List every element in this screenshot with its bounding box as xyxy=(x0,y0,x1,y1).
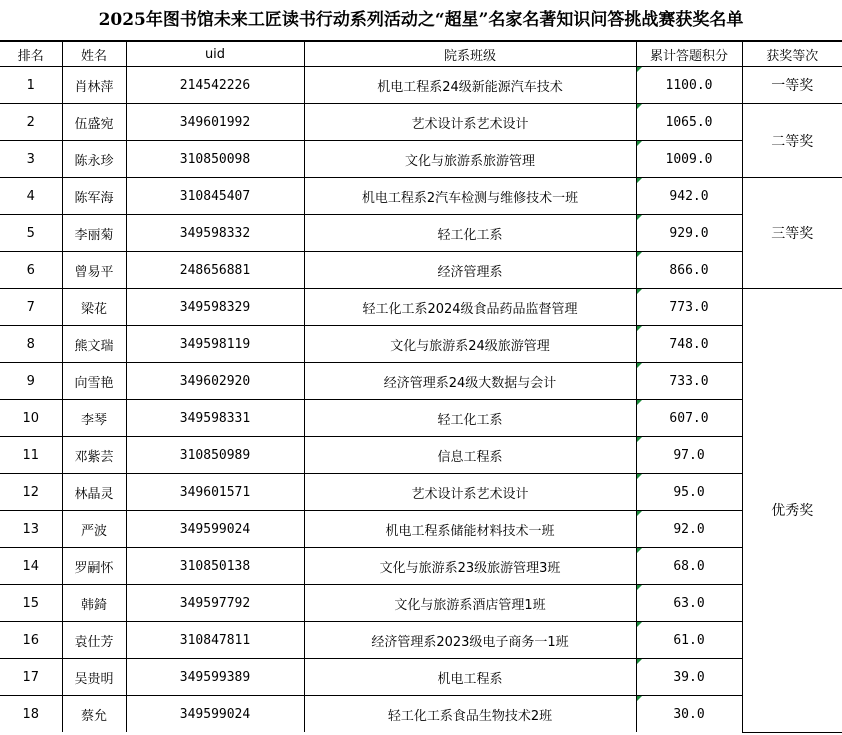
cell-score: 1065.0 xyxy=(636,104,742,141)
header-name: 姓名 xyxy=(62,42,126,67)
cell-rank: 9 xyxy=(0,363,62,400)
cell-name: 韩錡 xyxy=(62,585,126,622)
cell-name: 袁仕芳 xyxy=(62,622,126,659)
cell-score: 929.0 xyxy=(636,215,742,252)
cell-dept: 机电工程系 xyxy=(304,659,636,696)
cell-dept: 经济管理系2023级电子商务一1班 xyxy=(304,622,636,659)
cell-rank: 7 xyxy=(0,289,62,326)
cell-rank: 2 xyxy=(0,104,62,141)
header-dept: 院系班级 xyxy=(304,42,636,67)
cell-score: 733.0 xyxy=(636,363,742,400)
header-score: 累计答题积分 xyxy=(636,42,742,67)
cell-award: 一等奖 xyxy=(742,67,842,104)
cell-name: 蔡允 xyxy=(62,696,126,733)
cell-uid: 349599024 xyxy=(126,696,304,733)
cell-score: 30.0 xyxy=(636,696,742,733)
header-row xyxy=(0,42,842,67)
cell-dept: 经济管理系24级大数据与会计 xyxy=(304,363,636,400)
cell-dept: 轻工化工系食品生物技术2班 xyxy=(304,696,636,733)
cell-name: 向雪艳 xyxy=(62,363,126,400)
cell-uid: 310847811 xyxy=(126,622,304,659)
cell-uid: 214542226 xyxy=(126,67,304,104)
cell-name: 陈军海 xyxy=(62,178,126,215)
table-row xyxy=(0,548,842,585)
cell-dept: 文化与旅游系24级旅游管理 xyxy=(304,326,636,363)
cell-uid: 349598119 xyxy=(126,326,304,363)
cell-uid: 349602920 xyxy=(126,363,304,400)
table-row xyxy=(0,252,842,289)
cell-score: 68.0 xyxy=(636,548,742,585)
cell-rank: 16 xyxy=(0,622,62,659)
cell-name: 陈永珍 xyxy=(62,141,126,178)
cell-name: 肖林萍 xyxy=(62,67,126,104)
table-row xyxy=(0,474,842,511)
cell-score: 942.0 xyxy=(636,178,742,215)
cell-score: 748.0 xyxy=(636,326,742,363)
table-row xyxy=(0,326,842,363)
cell-uid: 310845407 xyxy=(126,178,304,215)
cell-dept: 机电工程系储能材料技术一班 xyxy=(304,511,636,548)
cell-dept: 轻工化工系 xyxy=(304,400,636,437)
cell-name: 李琴 xyxy=(62,400,126,437)
table-row xyxy=(0,400,842,437)
cell-dept: 文化与旅游系酒店管理1班 xyxy=(304,585,636,622)
table-row xyxy=(0,696,842,733)
table-row xyxy=(0,437,842,474)
cell-award: 三等奖 xyxy=(742,178,842,289)
table-row xyxy=(0,289,842,326)
sheet-title: 2025年图书馆未来工匠读书行动系列活动之“超星”名家名著知识问答挑战赛获奖名单 xyxy=(0,0,842,41)
cell-rank: 4 xyxy=(0,178,62,215)
table-row xyxy=(0,104,842,141)
cell-name: 林晶灵 xyxy=(62,474,126,511)
cell-uid: 310850138 xyxy=(126,548,304,585)
cell-score: 95.0 xyxy=(636,474,742,511)
cell-rank: 6 xyxy=(0,252,62,289)
cell-uid: 349601992 xyxy=(126,104,304,141)
cell-dept: 轻工化工系2024级食品药品监督管理 xyxy=(304,289,636,326)
cell-score: 1100.0 xyxy=(636,67,742,104)
table-row xyxy=(0,215,842,252)
cell-dept: 艺术设计系艺术设计 xyxy=(304,474,636,511)
cell-score: 63.0 xyxy=(636,585,742,622)
cell-rank: 1 xyxy=(0,67,62,104)
cell-award: 优秀奖 xyxy=(742,289,842,733)
cell-dept: 文化与旅游系旅游管理 xyxy=(304,141,636,178)
cell-rank: 12 xyxy=(0,474,62,511)
cell-name: 梁花 xyxy=(62,289,126,326)
cell-score: 607.0 xyxy=(636,400,742,437)
table-row xyxy=(0,511,842,548)
cell-score: 773.0 xyxy=(636,289,742,326)
table-row xyxy=(0,659,842,696)
cell-name: 伍盛宛 xyxy=(62,104,126,141)
table-row xyxy=(0,178,842,215)
cell-rank: 18 xyxy=(0,696,62,733)
header-uid: uid xyxy=(126,42,304,67)
table-row xyxy=(0,141,842,178)
cell-dept: 机电工程系2汽车检测与维修技术一班 xyxy=(304,178,636,215)
cell-rank: 15 xyxy=(0,585,62,622)
cell-uid: 349597792 xyxy=(126,585,304,622)
cell-dept: 机电工程系24级新能源汽车技术 xyxy=(304,67,636,104)
cell-rank: 10 xyxy=(0,400,62,437)
cell-rank: 8 xyxy=(0,326,62,363)
table-body xyxy=(0,67,842,733)
cell-name: 吴贵明 xyxy=(62,659,126,696)
cell-rank: 14 xyxy=(0,548,62,585)
cell-dept: 文化与旅游系23级旅游管理3班 xyxy=(304,548,636,585)
cell-uid: 349598332 xyxy=(126,215,304,252)
cell-rank: 5 xyxy=(0,215,62,252)
cell-dept: 艺术设计系艺术设计 xyxy=(304,104,636,141)
cell-dept: 信息工程系 xyxy=(304,437,636,474)
cell-uid: 349601571 xyxy=(126,474,304,511)
cell-score: 61.0 xyxy=(636,622,742,659)
cell-rank: 17 xyxy=(0,659,62,696)
cell-uid: 310850098 xyxy=(126,141,304,178)
table-row xyxy=(0,585,842,622)
table-row xyxy=(0,67,842,104)
header-award: 获奖等次 xyxy=(742,42,842,67)
cell-dept: 轻工化工系 xyxy=(304,215,636,252)
cell-rank: 13 xyxy=(0,511,62,548)
cell-score: 97.0 xyxy=(636,437,742,474)
cell-name: 李丽菊 xyxy=(62,215,126,252)
cell-uid: 310850989 xyxy=(126,437,304,474)
cell-rank: 3 xyxy=(0,141,62,178)
cell-score: 1009.0 xyxy=(636,141,742,178)
cell-score: 39.0 xyxy=(636,659,742,696)
cell-name: 熊文瑞 xyxy=(62,326,126,363)
cell-uid: 349599389 xyxy=(126,659,304,696)
cell-name: 严波 xyxy=(62,511,126,548)
cell-dept: 经济管理系 xyxy=(304,252,636,289)
cell-name: 曾易平 xyxy=(62,252,126,289)
award-table xyxy=(0,41,842,733)
cell-score: 866.0 xyxy=(636,252,742,289)
cell-name: 邓紫芸 xyxy=(62,437,126,474)
cell-rank: 11 xyxy=(0,437,62,474)
cell-uid: 248656881 xyxy=(126,252,304,289)
table-row xyxy=(0,363,842,400)
cell-uid: 349599024 xyxy=(126,511,304,548)
cell-award: 二等奖 xyxy=(742,104,842,178)
cell-uid: 349598331 xyxy=(126,400,304,437)
cell-name: 罗嗣怀 xyxy=(62,548,126,585)
cell-score: 92.0 xyxy=(636,511,742,548)
cell-uid: 349598329 xyxy=(126,289,304,326)
table-row xyxy=(0,622,842,659)
header-rank: 排名 xyxy=(0,42,62,67)
